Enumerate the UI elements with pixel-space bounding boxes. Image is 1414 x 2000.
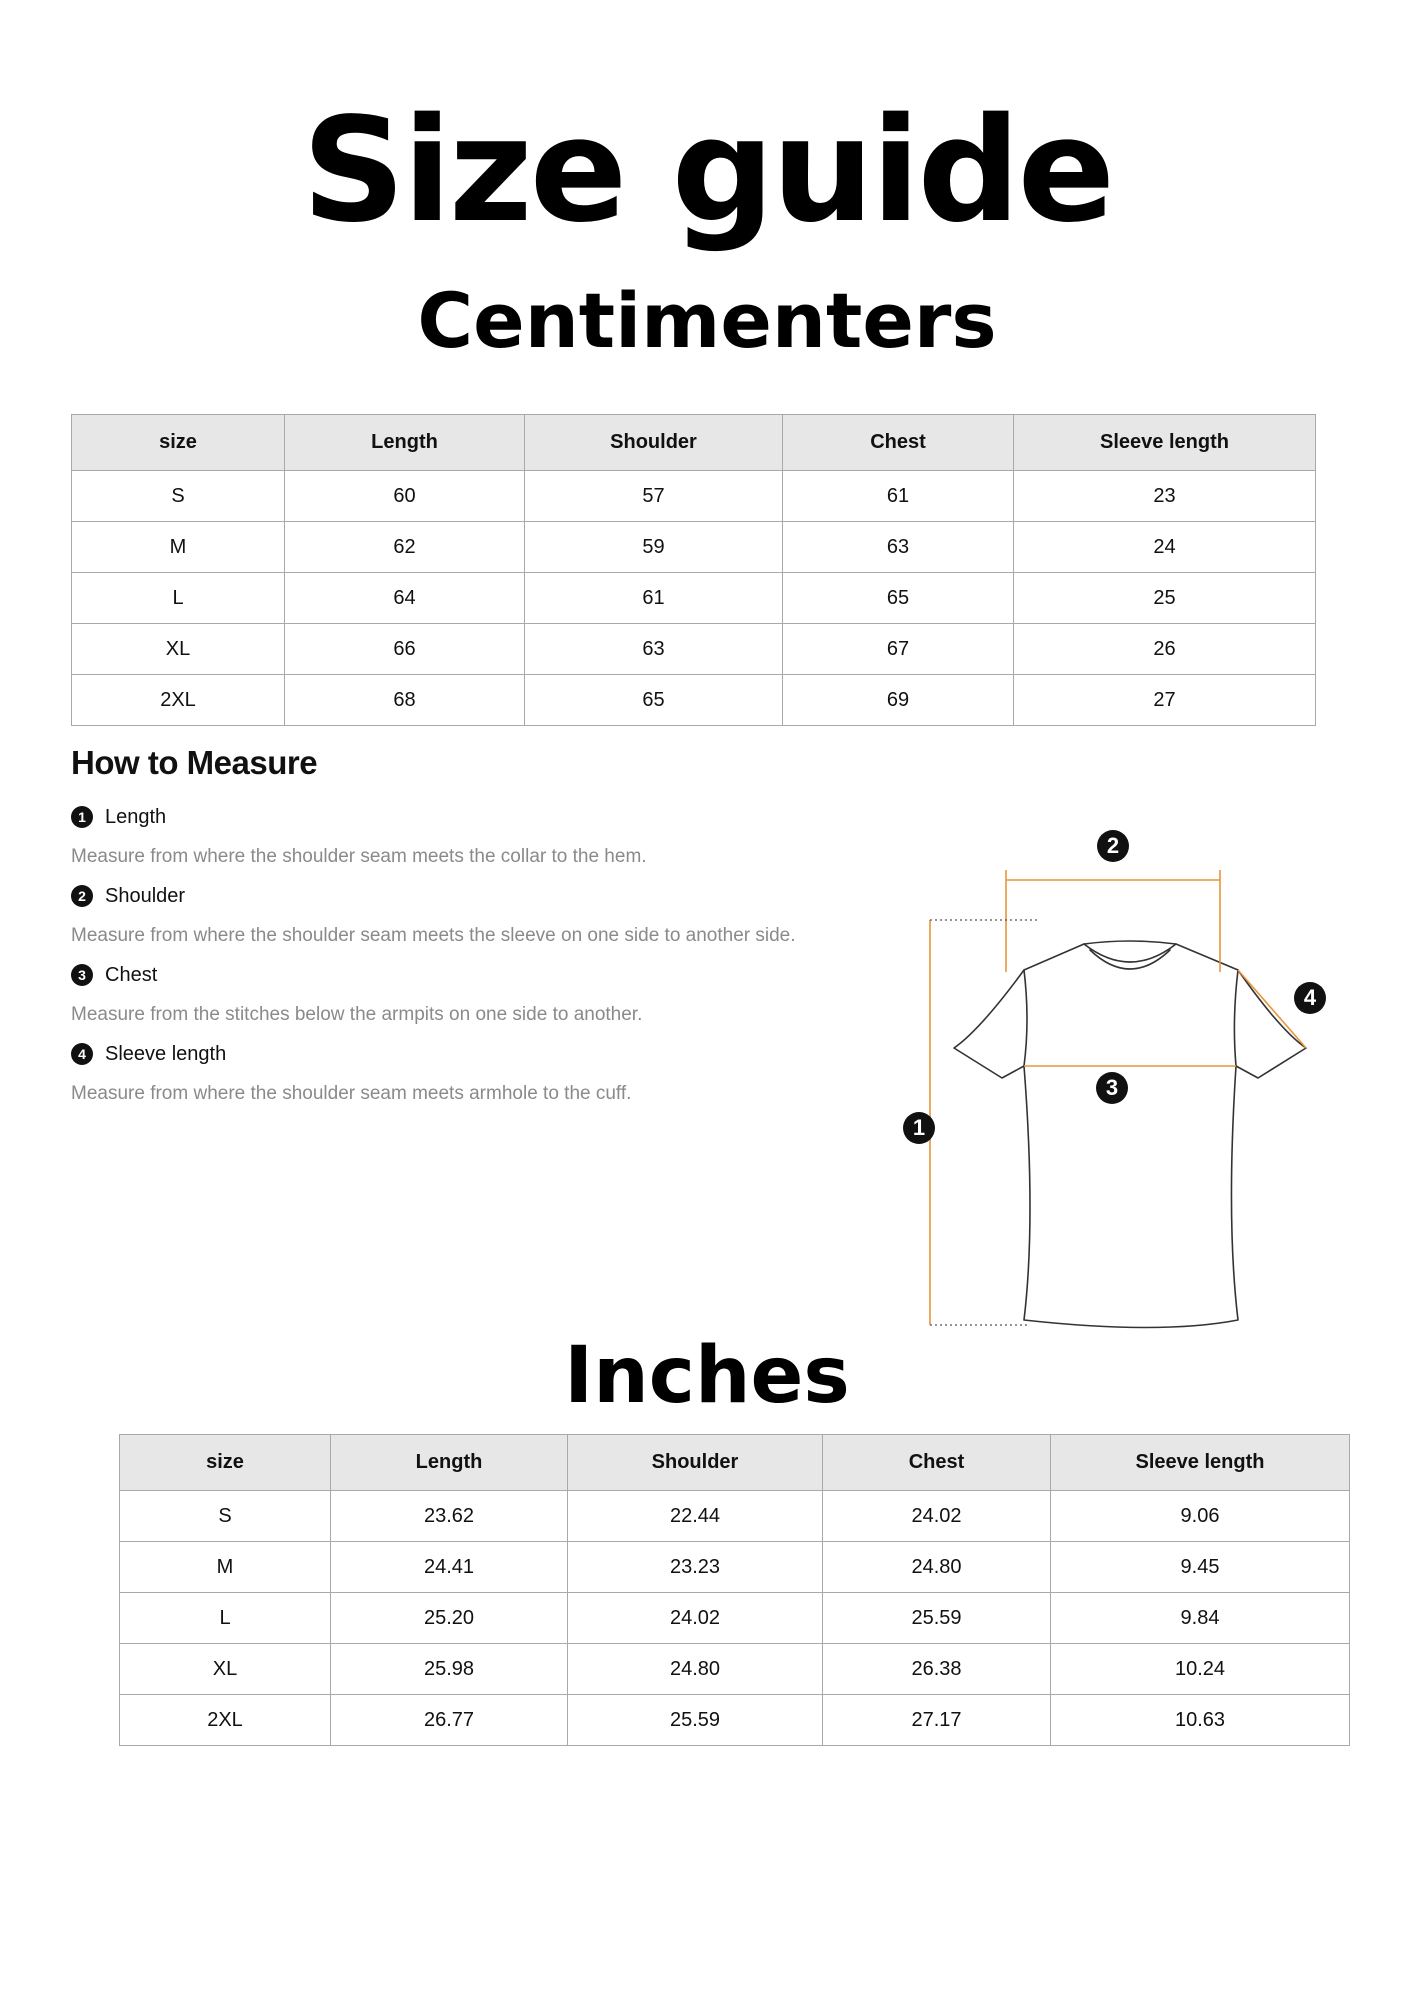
table-cell: 23.23	[568, 1542, 823, 1593]
table-cell: M	[72, 522, 285, 573]
table-cell: 24.41	[331, 1542, 568, 1593]
table-cell: XL	[120, 1644, 331, 1695]
measure-description: Measure from where the shoulder seam meets armhole to the cuff.	[71, 1083, 632, 1104]
marker-4-icon: 4	[1294, 982, 1326, 1014]
centimeters-size-table	[71, 414, 1316, 726]
table-cell: 22.44	[568, 1491, 823, 1542]
table-row	[120, 1491, 1350, 1542]
table-header-row	[72, 415, 1316, 471]
table-cell: 24.80	[823, 1542, 1051, 1593]
measure-name: Length	[105, 805, 167, 828]
column-header: Chest	[783, 415, 1014, 471]
table-cell: 23	[1014, 471, 1316, 522]
table-cell: 64	[285, 573, 525, 624]
measure-item-sleeve-length	[71, 1039, 891, 1118]
table-cell: 61	[525, 573, 783, 624]
table-cell: XL	[72, 624, 285, 675]
table-cell: 62	[285, 522, 525, 573]
table-cell: 24.02	[823, 1491, 1051, 1542]
tshirt-measurement-diagram	[900, 820, 1340, 1340]
table-cell: 23.62	[331, 1491, 568, 1542]
table-cell: 26.38	[823, 1644, 1051, 1695]
table-cell: 69	[783, 675, 1014, 726]
table-row	[120, 1644, 1350, 1695]
column-header: Length	[331, 1435, 568, 1491]
table-cell: 26.77	[331, 1695, 568, 1746]
number-badge-icon: 4	[71, 1043, 93, 1065]
measure-name: Chest	[105, 963, 158, 986]
measure-name: Sleeve length	[105, 1042, 227, 1065]
measure-item-length	[71, 802, 891, 881]
inches-heading: Inches	[564, 1331, 850, 1421]
table-cell: 65	[783, 573, 1014, 624]
table-row	[72, 675, 1316, 726]
table-header-row	[120, 1435, 1350, 1491]
table-cell: 63	[783, 522, 1014, 573]
table-cell: L	[72, 573, 285, 624]
number-badge-icon: 2	[71, 885, 93, 907]
table-cell: 25.59	[568, 1695, 823, 1746]
table-cell: 9.45	[1051, 1542, 1350, 1593]
table-cell: 25.20	[331, 1593, 568, 1644]
column-header: Length	[285, 415, 525, 471]
table-cell: 2XL	[72, 675, 285, 726]
table-cell: 9.84	[1051, 1593, 1350, 1644]
column-header: Shoulder	[525, 415, 783, 471]
measure-item-chest	[71, 960, 891, 1039]
column-header: Sleeve length	[1014, 415, 1316, 471]
column-header: Shoulder	[568, 1435, 823, 1491]
table-cell: 2XL	[120, 1695, 331, 1746]
table-cell: 24.80	[568, 1644, 823, 1695]
measure-name: Shoulder	[105, 884, 186, 907]
measure-description: Measure from where the shoulder seam meets the sleeve on one side to another side.	[71, 925, 796, 946]
marker-2-icon: 2	[1097, 830, 1129, 862]
table-cell: S	[120, 1491, 331, 1542]
column-header: Sleeve length	[1051, 1435, 1350, 1491]
table-cell: 10.63	[1051, 1695, 1350, 1746]
table-cell: L	[120, 1593, 331, 1644]
table-cell: 27	[1014, 675, 1316, 726]
measure-item-shoulder	[71, 881, 891, 960]
inches-size-table	[119, 1434, 1350, 1746]
table-cell: 25.98	[331, 1644, 568, 1695]
table-row	[120, 1695, 1350, 1746]
centimeters-heading: Centimenters	[417, 276, 997, 365]
table-cell: 10.24	[1051, 1644, 1350, 1695]
column-header: size	[72, 415, 285, 471]
number-badge-icon: 3	[71, 964, 93, 986]
marker-1-icon: 1	[903, 1112, 935, 1144]
table-cell: 67	[783, 624, 1014, 675]
how-to-measure-heading: How to Measure	[71, 744, 318, 781]
table-cell: 60	[285, 471, 525, 522]
table-row	[120, 1542, 1350, 1593]
measure-instructions	[71, 802, 891, 1118]
table-cell: 68	[285, 675, 525, 726]
table-row	[72, 573, 1316, 624]
table-cell: 26	[1014, 624, 1316, 675]
table-cell: 65	[525, 675, 783, 726]
table-cell: 66	[285, 624, 525, 675]
table-cell: 25	[1014, 573, 1316, 624]
table-cell: 24.02	[568, 1593, 823, 1644]
measure-description: Measure from where the shoulder seam meets the collar to the hem.	[71, 846, 647, 867]
table-row	[120, 1593, 1350, 1644]
table-cell: M	[120, 1542, 331, 1593]
table-cell: 57	[525, 471, 783, 522]
measure-description: Measure from the stitches below the armpits on one side to another.	[71, 1004, 643, 1025]
column-header: Chest	[823, 1435, 1051, 1491]
table-cell: 63	[525, 624, 783, 675]
table-cell: 59	[525, 522, 783, 573]
number-badge-icon: 1	[71, 806, 93, 828]
page-title: Size guide	[301, 86, 1113, 254]
marker-3-icon: 3	[1096, 1072, 1128, 1104]
column-header: size	[120, 1435, 331, 1491]
table-cell: S	[72, 471, 285, 522]
table-cell: 61	[783, 471, 1014, 522]
table-row	[72, 522, 1316, 573]
table-row	[72, 471, 1316, 522]
table-cell: 27.17	[823, 1695, 1051, 1746]
table-row	[72, 624, 1316, 675]
table-cell: 24	[1014, 522, 1316, 573]
table-cell: 9.06	[1051, 1491, 1350, 1542]
table-cell: 25.59	[823, 1593, 1051, 1644]
